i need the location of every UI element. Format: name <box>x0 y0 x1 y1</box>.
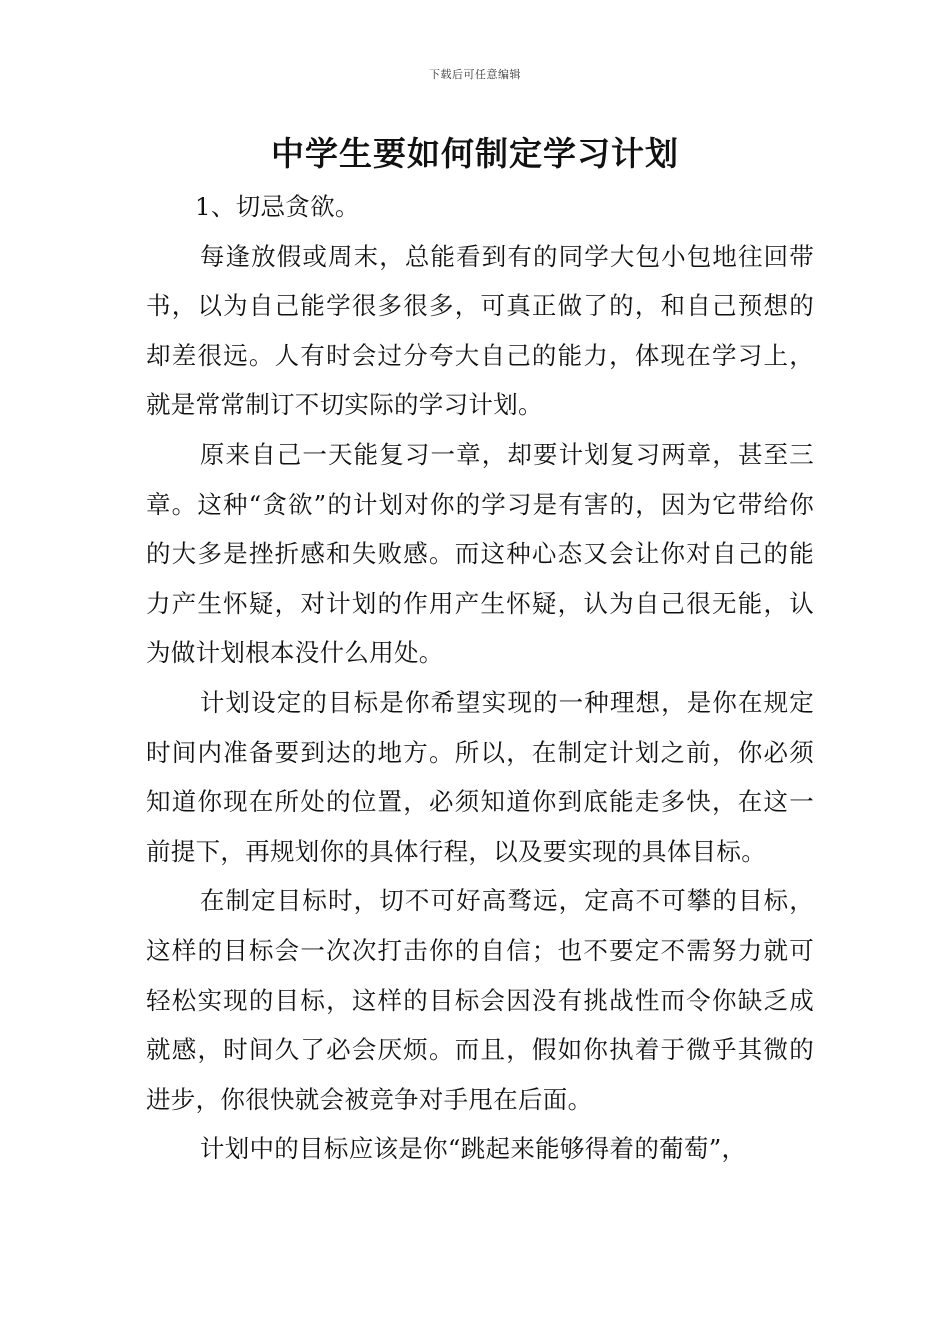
paragraph: 原来自己一天能复习一章，却要计划复习两章，甚至三章。这种“贪欲”的计划对你的学习是有害的，因为它带给你的大多是挫折感和失败感。而这种心态又会让你对自己的能力产生怀疑，对计划的作用产生怀疑，认为自己很无能，认为做计划根本没什么用处。 <box>146 439 814 668</box>
document-body <box>146 182 814 1174</box>
header-note: 下载后可任意编辑 <box>429 68 521 81</box>
paragraph: 计划中的目标应该是你“跳起来能够得着的葡萄”， <box>199 1134 747 1164</box>
paragraph: 每逢放假或周末，总能看到有的同学大包小包地往回带书，以为自己能学很多很多，可真正做了的，和自己预想的却差很远。人有时会过分夸大自己的能力，体现在学习上，就是常常制订不切实际的学习计划。 <box>146 241 814 420</box>
paragraph: 计划设定的目标是你希望实现的一种理想，是你在规定时间内准备要到达的地方。所以，在制定计划之前，你必须知道你现在所处的位置，必须知道你到底能走多快，在这一前提下，再规划你的具体行程，以及要实现的具体目标。 <box>146 687 814 866</box>
paragraph: 在制定目标时，切不可好高骛远，定高不可攀的目标，这样的目标会一次次打击你的自信；也不要定不需努力就可轻松实现的目标，这样的目标会因没有挑战性而令你缺乏成就感，时间久了必会厌烦。而且，假如你执着于微乎其微的进步，你很快就会被竞争对手甩在后面。 <box>146 886 814 1114</box>
document-title: 中学生要如何制定学习计划 <box>271 134 679 173</box>
section-heading: 1、切忌贪欲。 <box>195 192 360 221</box>
